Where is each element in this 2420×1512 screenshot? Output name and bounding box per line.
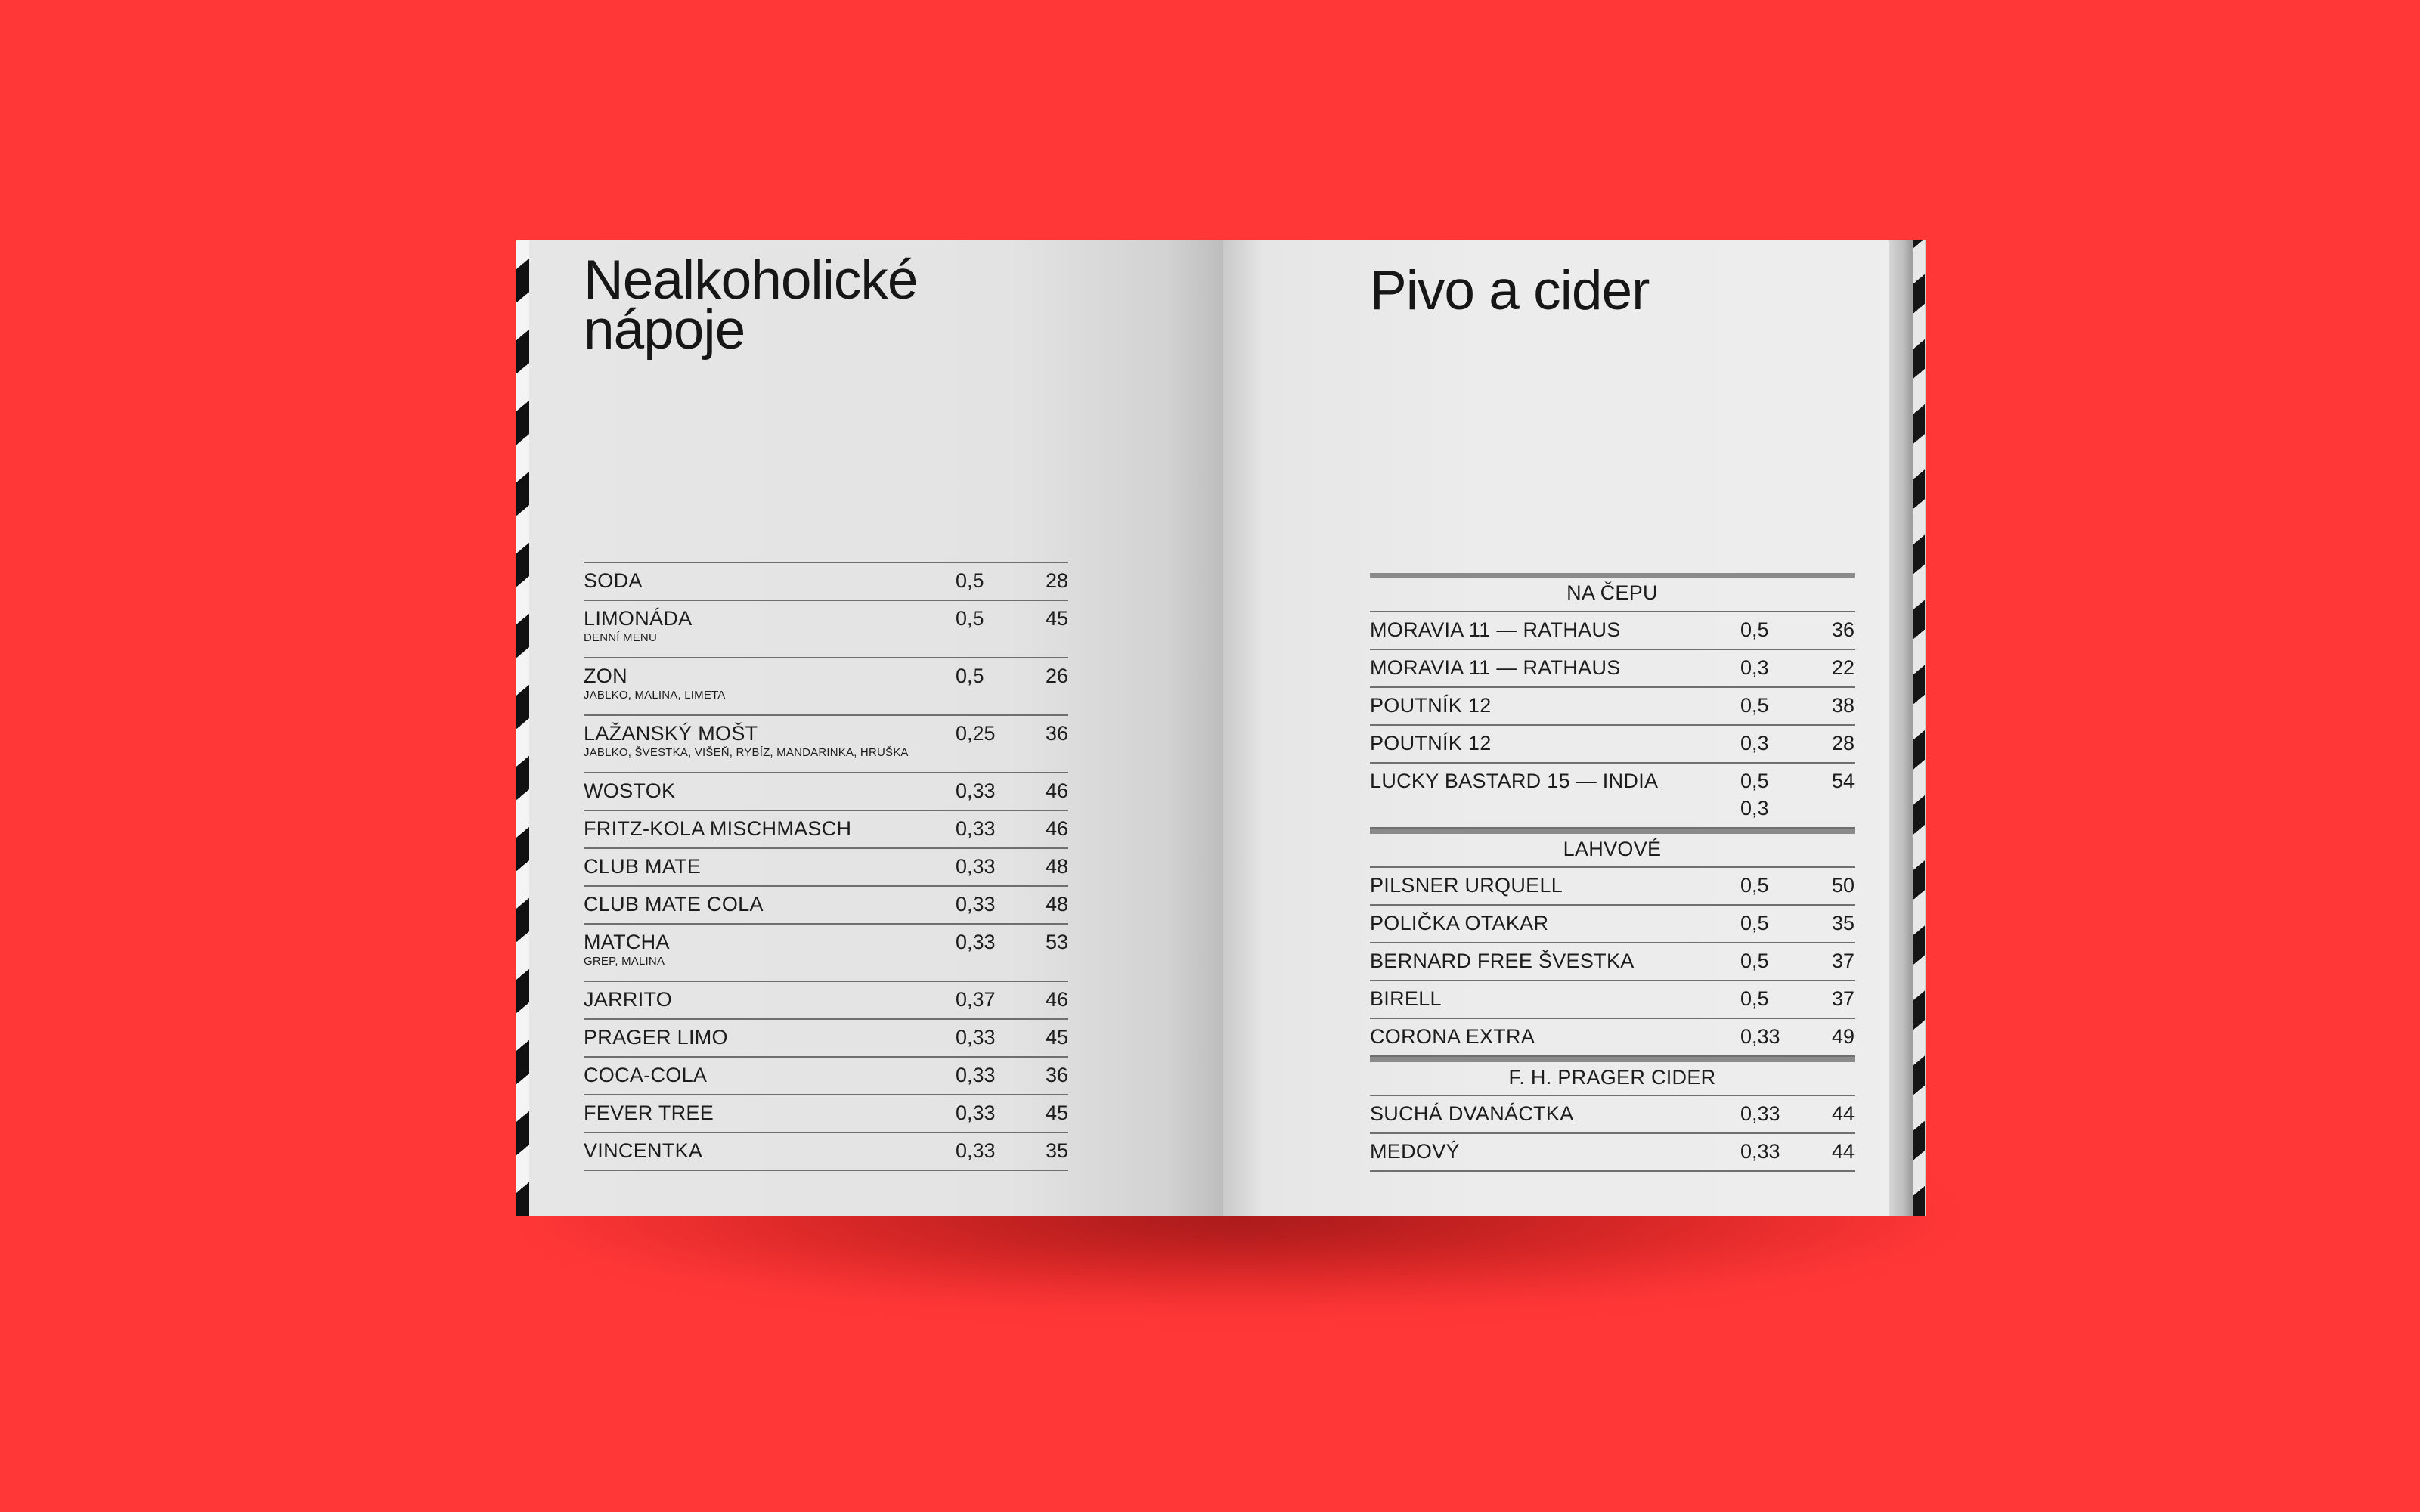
item-note: JABLKO, ŠVESTKA, VIŠEŇ, RYBÍZ, MANDARINKA, HRUŠKA [584,746,909,759]
menu-row-soda [584,563,1068,601]
item-name: BIRELL [1370,987,1442,1010]
item-volume: 0,5 [1740,694,1769,717]
section-heading-draft: NA ČEPU [1370,573,1855,612]
item-name: ZON [584,665,627,687]
item-volume: 0,3 [1740,656,1769,679]
soft-drinks-list [584,562,1068,1171]
menu-row-club-mate [584,849,1068,887]
item-name: WOSTOK [584,779,676,802]
menu-row-fever-tree [584,1095,1068,1133]
menu-row-jarrito [584,982,1068,1020]
item-volume: 0,5 [956,665,984,687]
item-volume: 0,33 [956,1026,996,1049]
menu-row-medovy [1370,1134,1855,1172]
menu-row-wostok [584,773,1068,811]
section-heading-cider: F. H. PRAGER CIDER [1370,1057,1855,1096]
menu-row-corona-extra [1370,1019,1855,1057]
item-price: 50 [1831,874,1855,897]
item-volume: 0,5 [1740,912,1769,934]
menu-row-birell [1370,981,1855,1019]
menu-row-poutnik-03 [1370,726,1855,764]
item-name: MORAVIA 11 — RATHAUS [1370,618,1621,641]
menu-row-fritz-kola [584,811,1068,849]
item-volume: 0,5 [1740,618,1769,641]
item-price: 35 [1045,1139,1068,1162]
item-volume: 0,33 [1740,1025,1780,1048]
item-volume: 0,33 [956,817,996,840]
item-price: 53 [1045,931,1068,953]
item-price: 35 [1831,912,1855,934]
item-volume: 0,5 [1740,987,1769,1010]
item-volume: 0,5 [956,607,984,630]
menu-row-zon [584,658,1068,716]
item-price: 48 [1045,893,1068,916]
menu-row-bernard-free [1370,943,1855,981]
item-volume: 0,33 [956,779,996,802]
menu-row-coca-cola [584,1058,1068,1095]
item-volume: 0,33 [956,855,996,878]
menu-row-club-mate-cola [584,887,1068,925]
item-name: CLUB MATE COLA [584,893,764,916]
item-name: MORAVIA 11 — RATHAUS [1370,656,1621,679]
section-heading-bottled: LAHVOVÉ [1370,829,1855,868]
item-volume: 0,33 [956,1101,996,1124]
menu-row-prager-limo [584,1020,1068,1058]
item-name: SUCHÁ DVANÁCTKA [1370,1102,1574,1125]
item-volume: 0,33 [1740,1102,1780,1125]
item-name: SODA [584,569,643,592]
right-edge-stripes [1913,240,1925,1216]
menu-row-lazansky-most [584,716,1068,773]
item-name: POUTNÍK 12 [1370,732,1492,754]
item-volume: 0,33 [956,931,996,953]
item-note: GREP, MALINA [584,955,665,968]
item-name: LAŽANSKÝ MOŠT [584,722,758,745]
left-page-title: Nealkoholické nápoje [584,249,918,361]
item-volume: 0,33 [956,1139,996,1162]
item-price: 44 [1831,1140,1855,1163]
item-price: 38 [1831,694,1855,717]
menu-row-pilsner-urquell [1370,868,1855,906]
item-volume: 0,5 [1740,770,1769,792]
item-price: 36 [1831,618,1855,641]
menu-row-moravia-03 [1370,650,1855,688]
item-price: 37 [1831,950,1855,972]
item-price: 45 [1045,1026,1068,1049]
item-name: MEDOVÝ [1370,1140,1460,1163]
item-volume: 0,33 [956,1064,996,1086]
item-name: POUTNÍK 12 [1370,694,1492,717]
item-note: JABLKO, MALINA, LIMETA [584,689,726,702]
item-price: 46 [1045,817,1068,840]
item-name: FRITZ-KOLA MISCHMASCH [584,817,852,840]
item-name: POLIČKA OTAKAR [1370,912,1549,934]
menu-row-matcha [584,925,1068,982]
item-price: 49 [1831,1025,1855,1048]
item-price: 28 [1831,732,1855,754]
item-name: FEVER TREE [584,1101,714,1124]
item-volume: 0,33 [956,893,996,916]
item-price: 36 [1045,722,1068,745]
item-price: 28 [1045,569,1068,592]
item-name: JARRITO [584,988,673,1011]
item-name: VINCENTKA [584,1139,703,1162]
menu-row-policka-otakar [1370,906,1855,943]
item-price: 46 [1045,779,1068,802]
item-price: 48 [1045,855,1068,878]
beer-cider-list [1370,573,1855,1172]
item-volume: 0,37 [956,988,996,1011]
menu-row-moravia-05 [1370,612,1855,650]
item-name: LUCKY BASTARD 15 — INDIA [1370,770,1659,792]
item-price: 36 [1045,1064,1068,1086]
item-name: PRAGER LIMO [584,1026,728,1049]
menu-row-poutnik-05 [1370,688,1855,726]
item-name: MATCHA [584,931,670,953]
item-volume: 0,5 [956,569,984,592]
item-volume: 0,5 [1740,874,1769,897]
item-price: 45 [1045,607,1068,630]
item-name: CORONA EXTRA [1370,1025,1535,1048]
item-name: CLUB MATE [584,855,702,878]
item-price: 22 [1831,656,1855,679]
item-volume-alt: 0,3 [1740,797,1769,820]
menu-row-sucha-dvanactka [1370,1096,1855,1134]
item-price: 44 [1831,1102,1855,1125]
menu-row-lucky-bastard [1370,764,1855,829]
item-name: COCA-COLA [584,1064,708,1086]
item-price: 46 [1045,988,1068,1011]
menu-row-limonada [584,601,1068,658]
item-price: 37 [1831,987,1855,1010]
item-price: 45 [1045,1101,1068,1124]
left-edge-stripes [516,240,529,1216]
item-volume: 0,33 [1740,1140,1780,1163]
item-volume: 0,5 [1740,950,1769,972]
item-note: DENNÍ MENU [584,631,658,644]
item-volume: 0,25 [956,722,996,745]
item-name: PILSNER URQUELL [1370,874,1563,897]
item-volume: 0,3 [1740,732,1769,754]
item-price: 54 [1831,770,1855,792]
right-page-title: Pivo a cider [1370,260,1650,321]
item-name: LIMONÁDA [584,607,693,630]
item-name: BERNARD FREE ŠVESTKA [1370,950,1635,972]
item-price: 26 [1045,665,1068,687]
menu-row-vincentka [584,1133,1068,1171]
